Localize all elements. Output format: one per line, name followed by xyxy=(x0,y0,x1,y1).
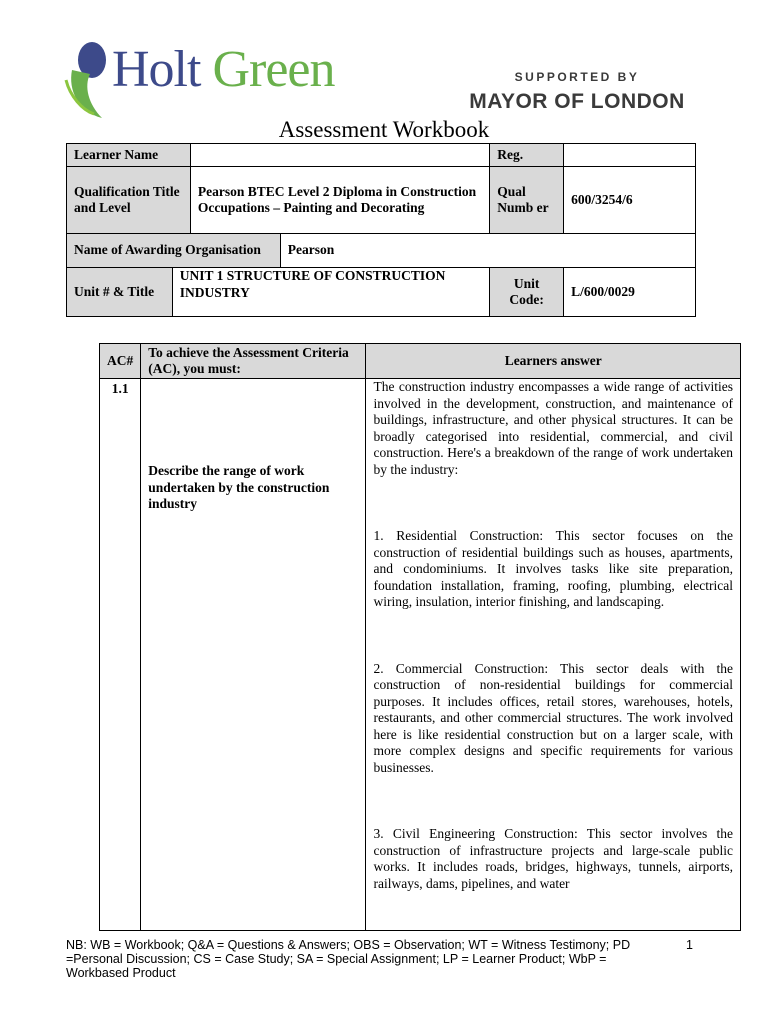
mayor-of-london-logo: MAYOR OF LONDON xyxy=(469,90,685,113)
learner-answer-field[interactable] xyxy=(366,379,741,931)
supported-by-block xyxy=(462,70,692,114)
unit-row-table xyxy=(66,267,696,317)
qualification-label: Qualification Title and Level xyxy=(67,167,191,234)
qualification-value: Pearson BTEC Level 2 Diploma in Construction Occupations – Painting and Decorating xyxy=(190,167,489,234)
page-title: Assessment Workbook xyxy=(278,117,490,142)
assessment-criteria-table xyxy=(99,343,741,931)
ac-column-header: AC# xyxy=(100,344,141,379)
criteria-column-header: To achieve the Assessment Criteria (AC), you must: xyxy=(141,344,366,379)
learner-name-row xyxy=(67,144,696,167)
answer-column-header: Learners answer xyxy=(366,344,741,379)
awarding-label: Name of Awarding Organisation xyxy=(67,234,281,268)
page-number: 1 xyxy=(686,938,693,952)
answer-paragraph-residential: 1. Residential Construction: This sector focuses on the construction of residential buildings such as houses, apartments, and condominiums. It involves tasks like site preparation, foundation installation, framing, roofing, plumbing, electrical wiring, insulation, interior finishing, and landscaping. xyxy=(373,528,733,609)
criteria-text: Describe the range of work undertaken by the construction industry xyxy=(141,379,366,931)
learner-info-table xyxy=(66,143,696,234)
qual-number-value: 600/3254/6 xyxy=(564,167,696,234)
footer-note: NB: WB = Workbook; Q&A = Questions & Answers; OBS = Observation; WT = Witness Testimony; PD =Personal Discussion; CS = Case Study; SA = Special Assignment; LP = Learner Product; WbP = Workbased Product xyxy=(66,938,631,980)
supported-by-label: SUPPORTED BY xyxy=(514,70,640,84)
qual-number-label: Qual Numb er xyxy=(490,167,564,234)
learner-name-field[interactable] xyxy=(190,144,489,167)
unit-title-value: UNIT 1 STRUCTURE OF CONSTRUCTION INDUSTRY xyxy=(172,268,489,317)
unit-code-value: L/600/0029 xyxy=(564,268,696,317)
awarding-row xyxy=(67,234,696,268)
reg-field[interactable] xyxy=(564,144,696,167)
answer-paragraph-intro: The construction industry encompasses a wide range of activities involved in the development, construction, and maintenance of buildings, infrastructure, and other physical structures. It can be broadly categorised into residential, commercial, and civil construction. Here's a breakdown of the range of work undertaken by the industry: xyxy=(373,379,733,477)
table-row xyxy=(100,379,741,931)
learner-name-label: Learner Name xyxy=(67,144,191,167)
qualification-row xyxy=(67,167,696,234)
reg-label: Reg. xyxy=(490,144,564,167)
unit-code-label: Unit Code: xyxy=(490,268,564,317)
unit-info-table xyxy=(66,233,696,268)
unit-label: Unit # & Title xyxy=(67,268,173,317)
logo-word-green: Green xyxy=(212,41,335,98)
assessment-header-row xyxy=(100,344,741,379)
unit-row xyxy=(67,268,696,317)
answer-paragraph-civil: 3. Civil Engineering Construction: This sector involves the construction of infrastructure projects and large-scale public works. It includes roads, bridges, highways, tunnels, airports, railways, dams, pipelines, and water xyxy=(373,826,733,891)
logo-wordmark xyxy=(112,41,335,98)
logo-word-holt: Holt xyxy=(112,41,201,98)
answer-paragraph-commercial: 2. Commercial Construction: This sector deals with the construction of non-residential buildings for commercial purposes. It includes offices, retail stores, warehouses, hotels, restaurants, and other commercial structures. The work involved here is like residential construction but on a larger scale, with more complex designs and specific requirements for various businesses. xyxy=(373,660,733,775)
ac-number: 1.1 xyxy=(100,379,141,931)
awarding-value: Pearson xyxy=(280,234,695,268)
